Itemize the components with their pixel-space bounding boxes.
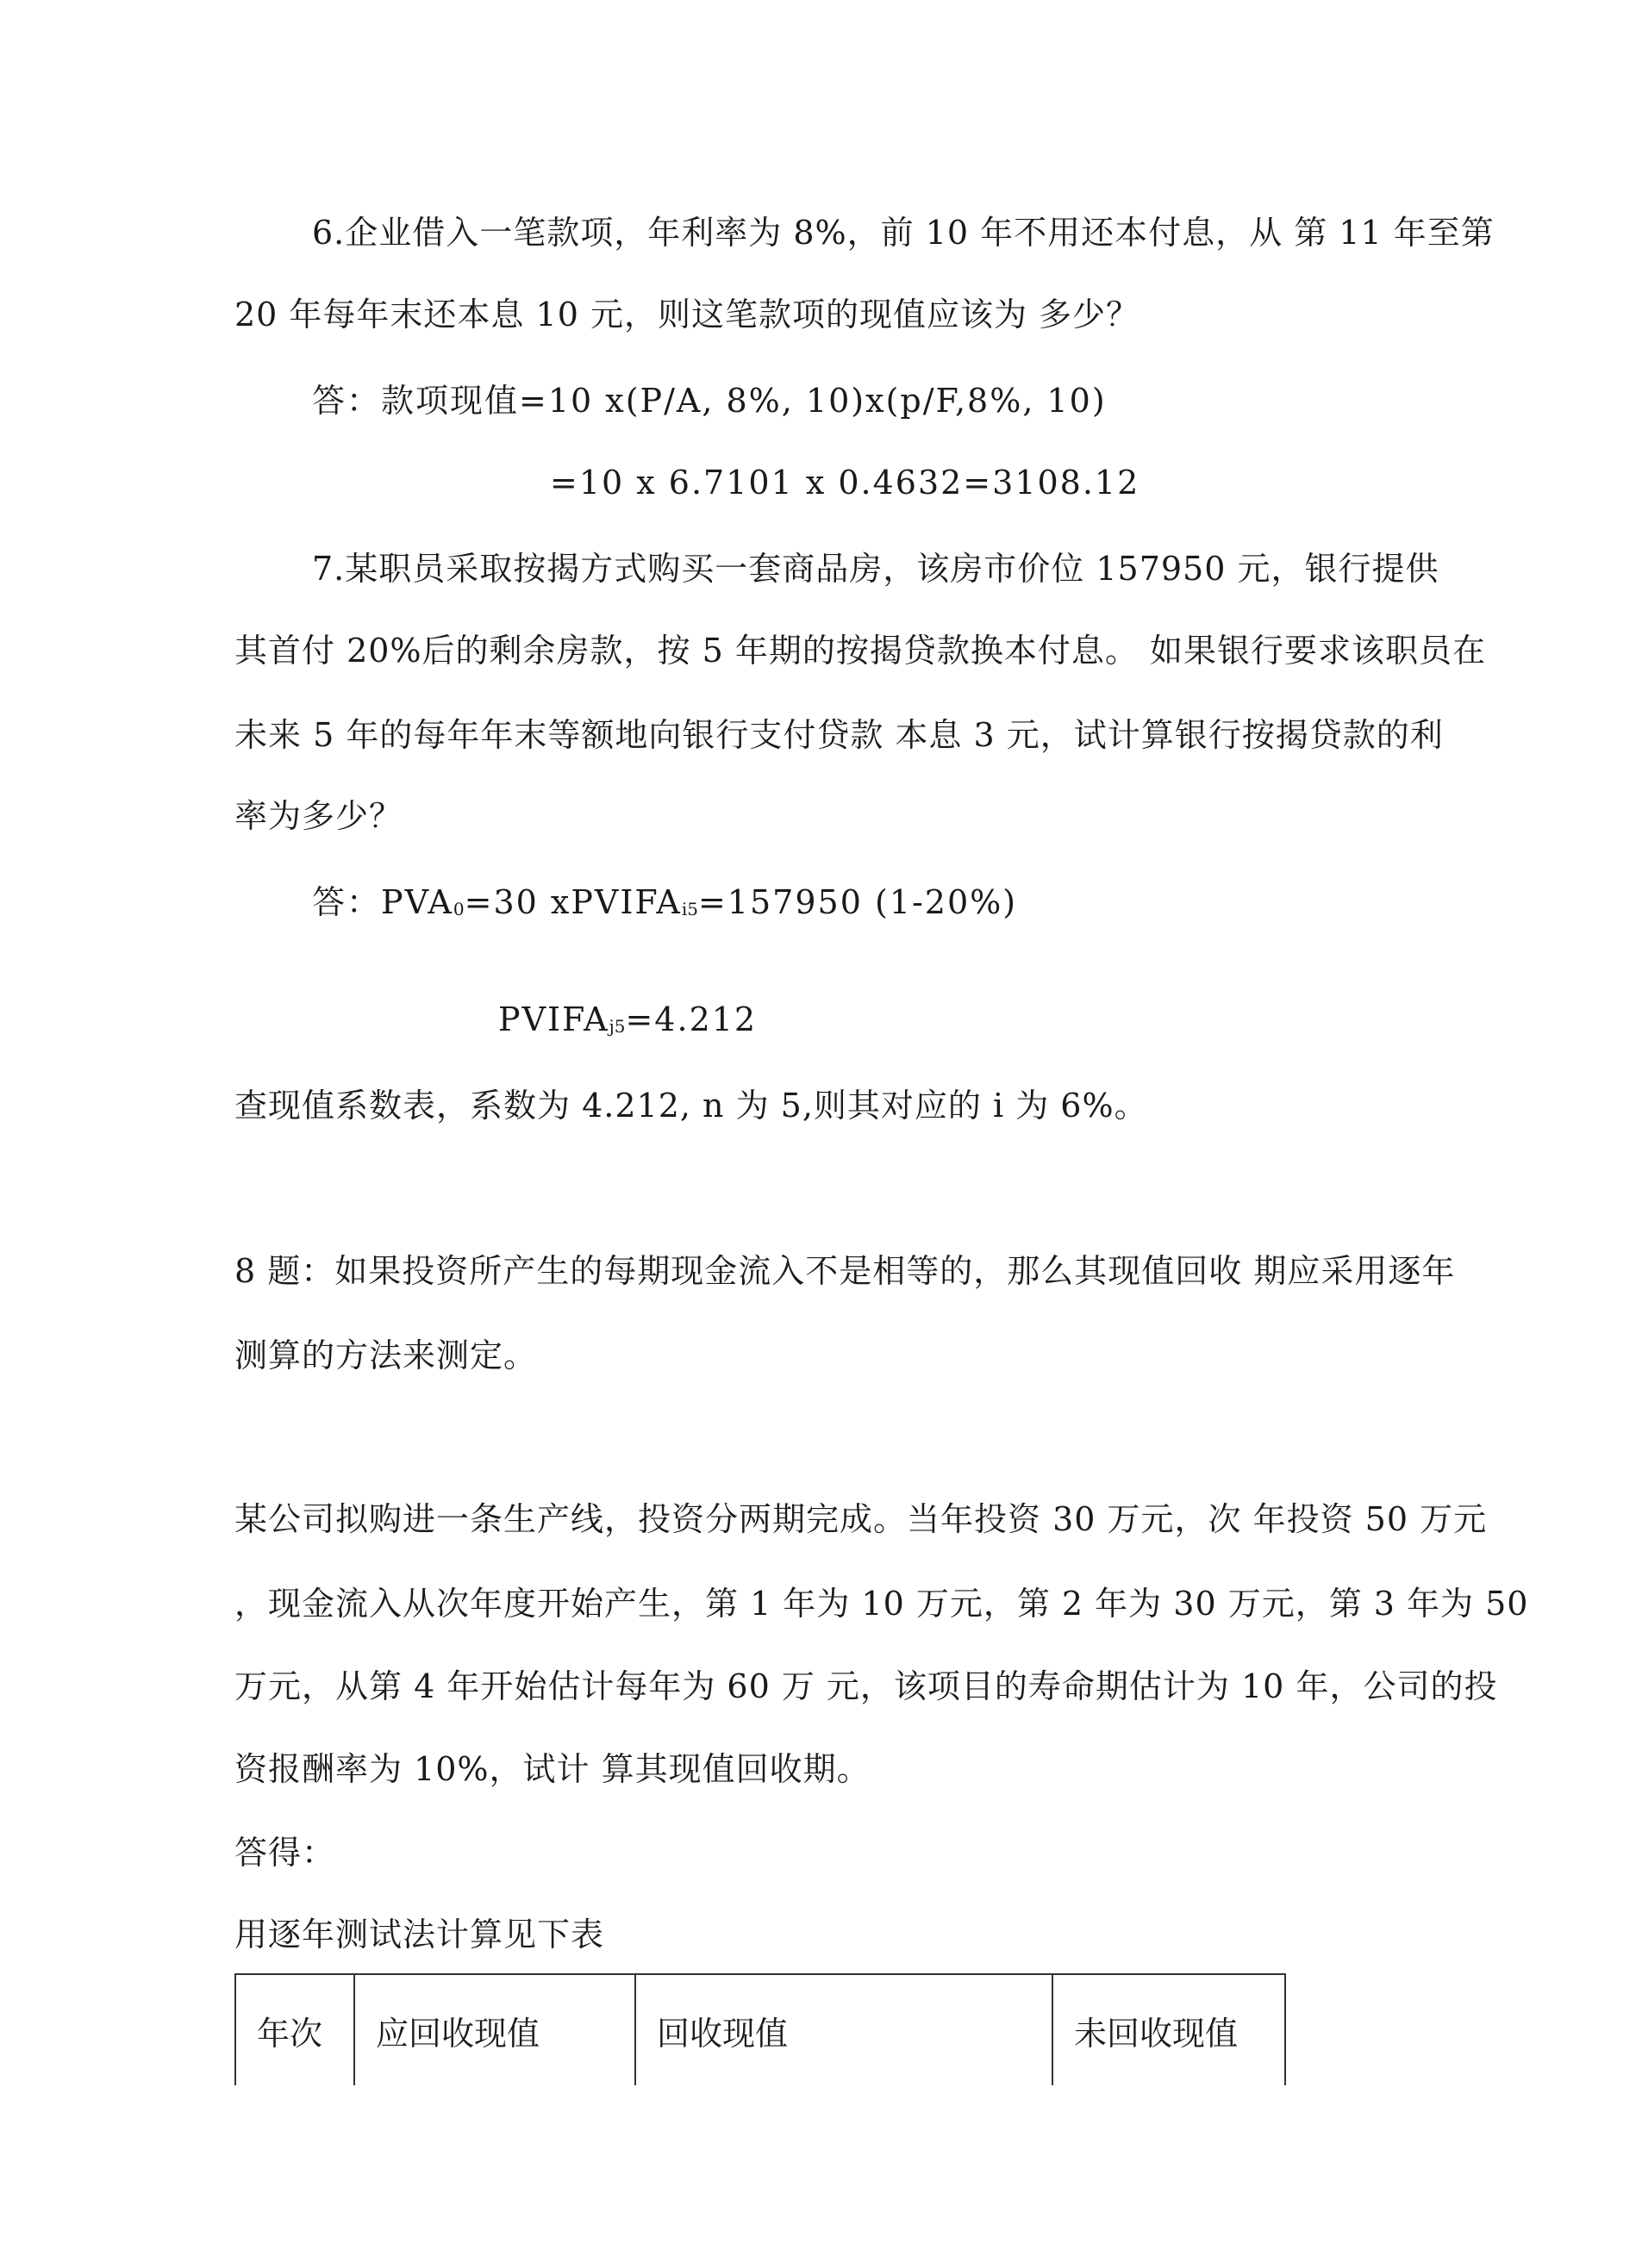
q6-line-1: 6.企业借入一笔款项，年利率为 8%，前 10 年不用还本付息，从 第 11 年至第 — [312, 214, 1495, 252]
q7-answer-2-sub: j5 — [609, 1016, 626, 1037]
q7-answer-2-post: =4.212 — [625, 1000, 758, 1038]
table-header-due-pv: 应回收现值 — [354, 1974, 635, 2085]
q6-answer-line-2: =10 x 6.7101 x 0.4632=3108.12 — [550, 464, 1140, 502]
q7-answer-1-sub-i5: i5 — [681, 899, 698, 919]
table-header-year: 年次 — [235, 1974, 354, 2085]
q7-answer-1-pre: 答：PVA — [312, 883, 453, 921]
q7-line-3: 未来 5 年的每年年末等额地向银行支付贷款 本息 3 元，试计算银行按揭贷款的利 — [234, 716, 1444, 754]
q7-answer-line-1 — [312, 881, 1017, 931]
q7-answer-1-mid: =30 xPVIFA — [464, 883, 682, 921]
table-header-row — [235, 1974, 1285, 2085]
q8-case-line-4: 资报酬率为 10%，试计 算其现值回收期。 — [234, 1750, 871, 1788]
q8-case-line-2: ，现金流入从次年度开始产生，第 1 年为 10 万元，第 2 年为 30 万元，第 3 年为 50 — [234, 1585, 1529, 1623]
q7-line-4: 率为多少？ — [234, 797, 403, 835]
q8-answer-label: 答得： — [234, 1834, 336, 1872]
q7-answer-line-3: 查现值系数表，系数为 4.212, n 为 5,则其对应的 i 为 6%。 — [234, 1087, 1148, 1125]
q7-answer-line-2 — [498, 998, 757, 1048]
q8-line-1: 8 题：如果投资所产生的每期现金流入不是相等的，那么其现值回收 期应采用逐年 — [234, 1252, 1456, 1290]
q8-line-2: 测算的方法来测定。 — [234, 1336, 538, 1374]
table-header-unrecovered-pv: 未回收现值 — [1052, 1974, 1285, 2085]
q7-line-1: 7.某职员采取按揭方式购买一套商品房，该房市价位 157950 元，银行提供 — [312, 550, 1439, 588]
q8-case-line-1: 某公司拟购进一条生产线，投资分两期完成。当年投资 30 万元，次 年投资 50 万元 — [234, 1500, 1488, 1538]
q7-line-2: 其首付 20%后的剩余房款，按 5 年期的按揭贷款换本付息。 如果银行要求该职员在 — [234, 632, 1486, 670]
q8-case-line-3: 万元，从第 4 年开始估计每年为 60 万 元，该项目的寿命期估计为 10 年，公司的投 — [234, 1667, 1498, 1705]
q8-table-intro: 用逐年测试法计算见下表 — [234, 1916, 605, 1953]
q7-answer-1-post: =157950 (1-20%) — [697, 883, 1018, 921]
recovery-table — [234, 1973, 1286, 2085]
q6-answer-line-1: 答：款项现值=10 x(P/A, 8%, 10)x(p/F,8%, 10) — [312, 382, 1107, 420]
q7-answer-2-pre: PVIFA — [498, 1000, 609, 1038]
q6-line-2: 20 年每年末还本息 10 元，则这笔款项的现值应该为 多少？ — [234, 296, 1140, 333]
table-header-recovered-pv: 回收现值 — [635, 1974, 1052, 2085]
q7-answer-1-sub-0: 0 — [453, 899, 465, 919]
